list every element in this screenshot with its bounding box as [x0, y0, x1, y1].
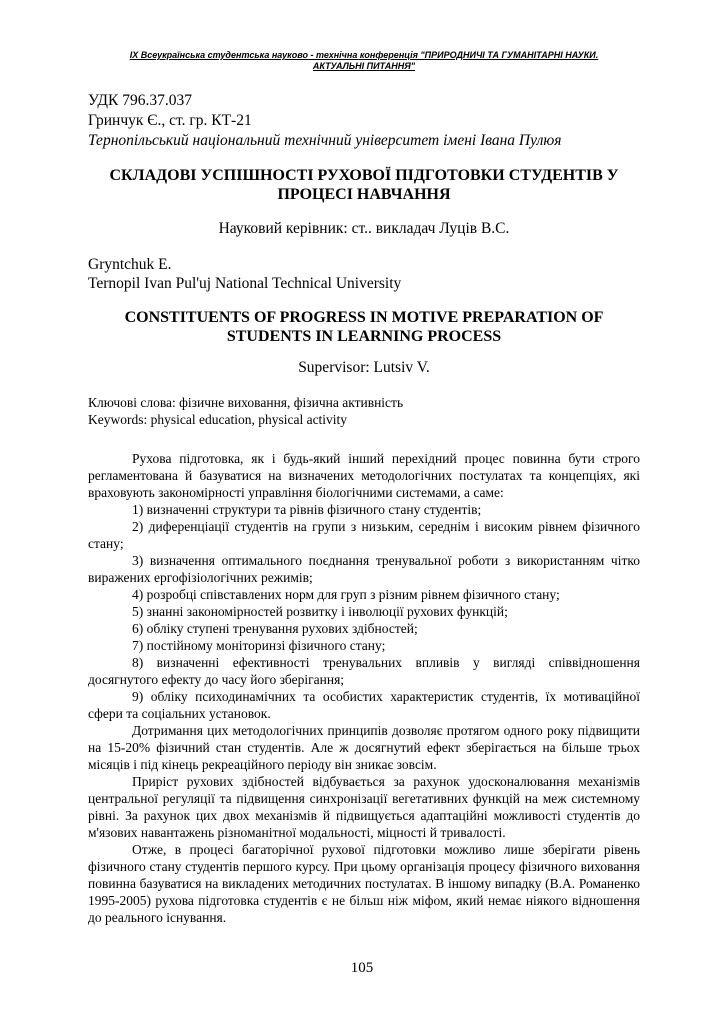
conference-header — [88, 50, 640, 72]
paragraph: 1) визначенні структури та рівнів фізичного стану студентів; — [132, 502, 482, 517]
paragraph: 3) визначення оптимального поєднання тренувальної роботи з використанням чітко виражених ергофізіологічних режимів; — [88, 553, 640, 585]
keywords-block — [88, 394, 640, 428]
ua-title-line1: СКЛАДОВІ УСПІШНОСТІ РУХОВОЇ ПІДГОТОВКИ СТУДЕНТІВ У — [109, 167, 619, 184]
paragraph: Рухова підготовка, як і будь-який інший перехідний процес повинна бути строго регламентована й базуватися на визначених методологічних постулатах та концепціях, які враховують закономірності управління біологічними системами, а саме: — [88, 451, 640, 500]
en-title-line2: STUDENTS IN LEARNING PROCESS — [226, 328, 502, 345]
ua-metadata — [88, 91, 640, 151]
paragraph: 8) визначенні ефективності тренувальних впливів у вигляді співвідношення досягнутого ефекту до часу його зберігання; — [88, 655, 640, 687]
keywords-ua: Ключові слова: фізичне виховання, фізична активність — [88, 395, 404, 410]
paragraph: 9) обліку психодинамічних та особистих характеристик студентів, їх мотиваційної сфери та соціальних установок. — [88, 689, 640, 721]
paragraph: 7) постійному моніторинзі фізичного стану; — [132, 638, 386, 653]
paragraph: Приріст рухових здібностей відбувається за рахунок удосконалювання механізмів центральної регуляції та підвищення синхронізації вегетативних функцій на меж системному рівні. За рахунок цих двох механізмів й підвищується адаптаційні можливості студентів до м'язових навантажень різноманітної модальності, міцності й тривалості. — [88, 774, 640, 840]
paragraph: Дотримання цих методологічних принципів дозволяє протягом одного року підвищити на 15-20% фізичний стан студентів. Але ж досягнутий ефект зберігається на більше трьох місяців і під кінець рекреаційного періоду він зникає зовсім. — [88, 723, 640, 772]
en-title-line1: CONSTITUENTS OF PROGRESS IN MOTIVE PREPARATION OF — [124, 309, 604, 326]
keywords-en: Keywords: physical education, physical activity — [88, 412, 348, 427]
paragraph: 5) знанні закономірностей розвитку і інволюції рухових функцій; — [132, 604, 508, 619]
ua-author: Гринчук Є., ст. гр. КТ-21 — [88, 112, 252, 129]
paragraph: 2) диференціації студентів на групи з низьким, середнім і високим рівнем фізичного стану; — [88, 519, 640, 551]
page-number: 105 — [350, 960, 374, 976]
udc-code: УДК 796.37.037 — [88, 92, 192, 109]
en-supervisor: Supervisor: Lutsiv V. — [298, 359, 430, 376]
en-title — [88, 308, 640, 346]
ua-title — [88, 166, 640, 204]
conference-header-line1: IX Всеукраїнська студентська науково - технічна конференція "ПРИРОДНИЧІ ТА ГУМАНІТАРНІ НАУКИ. — [129, 50, 599, 60]
en-affiliation: Ternopil Ivan Pul'uj National Technical University — [88, 275, 402, 292]
en-author: Gryntchuk E. — [88, 256, 172, 273]
en-metadata — [88, 255, 640, 293]
paragraph: 4) розробці співставлених норм для груп з різним рівнем фізичного стану; — [132, 587, 560, 602]
ua-affiliation: Тернопільський національний технічний університет імені Івана Пулюя — [88, 132, 562, 149]
ua-supervisor: Науковий керівник: ст.. викладач Луців В.С. — [218, 220, 510, 237]
ua-title-line2: ПРОЦЕСІ НАВЧАННЯ — [277, 186, 451, 203]
paragraph: 6) обліку ступені тренування рухових здібностей; — [132, 621, 418, 636]
paragraph: Отже, в процесі багаторічної рухової підготовки можливо лише зберігати рівень фізичного стану студентів першого курсу. При цьому організація процесу фізичного виховання повинна базуватися на викладених методичних постулатах. В іншому випадку (В.А. Романенко 1995-2005) рухова підготовка студентів є не більш ніж міфом, який немає ніякого відношення до реального існування. — [88, 842, 640, 925]
body-text — [88, 450, 640, 926]
conference-header-line2: АКТУАЛЬНІ ПИТАННЯ" — [312, 61, 416, 71]
